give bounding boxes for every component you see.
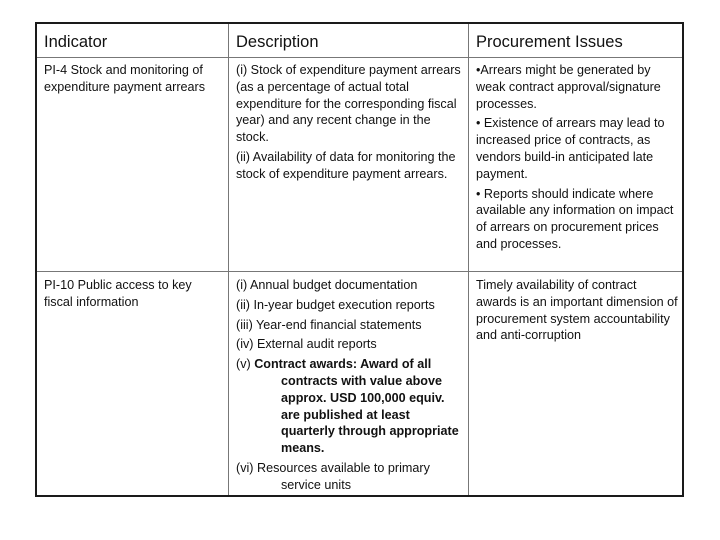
header-indicator: Indicator — [44, 33, 108, 51]
table-row-2-description — [229, 277, 468, 497]
indicator-text: PI-10 Public access to key fiscal information — [44, 278, 192, 309]
header-description: Description — [236, 33, 319, 51]
table-row-1-issues — [469, 62, 684, 256]
issue-bullet: • Reports should indicate where available any information on impact of arrears on procurement prices and processes. — [476, 186, 674, 251]
table-row-2-indicator — [37, 277, 228, 314]
header-divider — [37, 57, 682, 58]
contract-awards-text: Contract awards: Award of all contracts with value above approx. USD 100,000 equiv. are published at least quarterly through appropriate means. — [254, 357, 459, 456]
indicator-text: PI-4 Stock and monitoring of expenditure payment arrears — [44, 63, 206, 94]
issue-bullet: •Arrears might be generated by weak contract approval/signature processes. — [476, 63, 661, 111]
description-item: (i) Annual budget documentation — [236, 278, 418, 292]
description-item: (iii) Year-end financial statements — [236, 317, 422, 332]
description-item: (i) Stock of expenditure payment arrears (as a percentage of actual total expenditure for the corresponding fiscal year) and any recent change in the stock. — [236, 63, 461, 145]
description-item-contract-awards — [236, 356, 462, 457]
row-divider — [37, 271, 682, 272]
table-row-2-issues — [469, 277, 684, 347]
issue-text: Timely availability of contract awards is an important dimension of procurement system accountability and anti-corruption — [476, 278, 678, 343]
description-item: (vi) Resources available to primary service units — [236, 460, 430, 492]
description-item: (ii) Availability of data for monitoring the stock of expenditure payment arrears. — [236, 149, 456, 181]
table-row-1-description — [229, 62, 468, 186]
description-item: (iv) External audit reports — [236, 337, 377, 352]
table-row-1-indicator — [37, 62, 228, 99]
header-procurement-issues: Procurement Issues — [476, 33, 623, 51]
description-item: (ii) In-year budget execution reports — [236, 297, 435, 312]
procurement-indicators-table — [35, 22, 684, 497]
item-prefix: (v) — [236, 357, 255, 372]
issue-bullet: • Existence of arrears may lead to increased price of contracts, as vendors build-in anticipated late payment. — [476, 116, 665, 181]
